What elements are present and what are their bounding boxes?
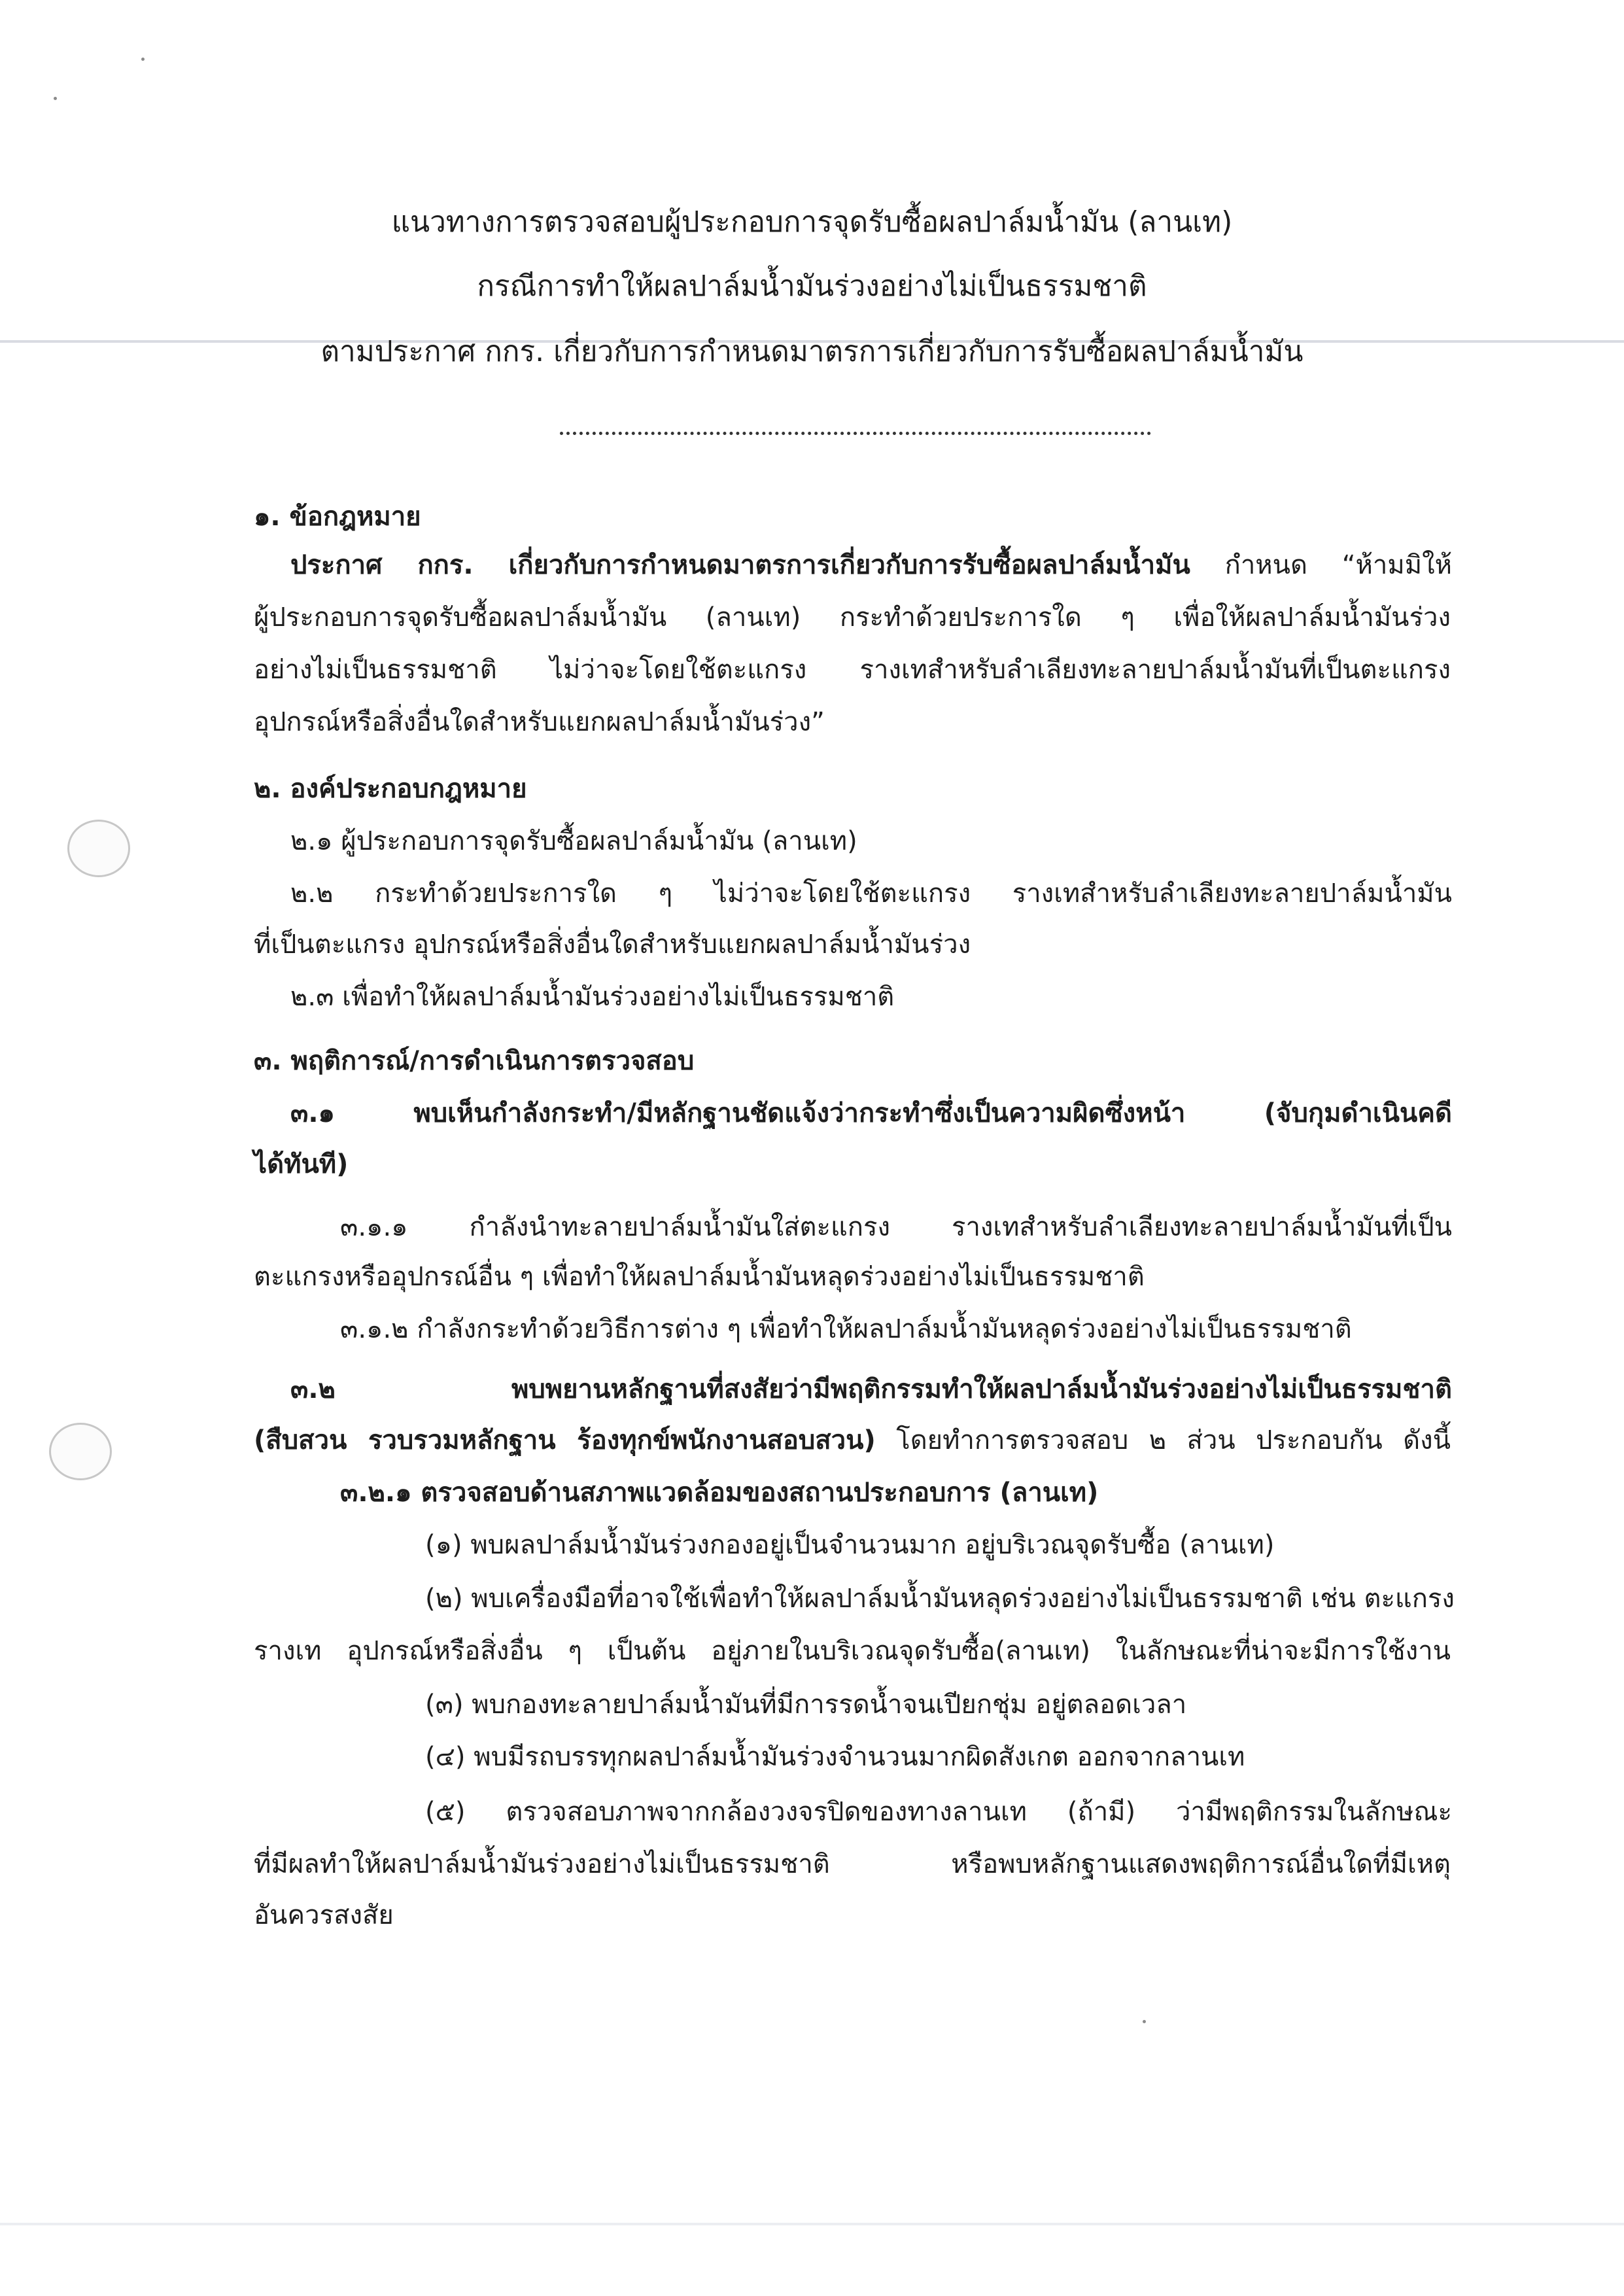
list-item: (๑) พบผลปาล์มน้ำมันร่วงกองอยู่เป็นจำนวนมาก อยู่บริเวณจุดรับซื้อ (ลานเท) bbox=[425, 1530, 1275, 1560]
list-item: (๕) ตรวจสอบภาพจากกล้องวงจรปิดของทางลานเท (ถ้ามี) ว่ามีพฤติกรรมในลักษณะ bbox=[425, 1797, 1452, 1827]
list-item: (๔) พบมีรถบรรทุกผลปาล์มน้ำมันร่วงจำนวนมากผิดสังเกต ออกจากลานเท bbox=[425, 1742, 1245, 1772]
bold-run: ประกาศ กกร. เกี่ยวกับการกำหนดมาตรการเกี่ยวกับการรับซื้อผลปาล์มน้ำมัน bbox=[290, 550, 1190, 580]
list-item: ๒.๓ เพื่อทำให้ผลปาล์มน้ำมันร่วงอย่างไม่เป็นธรรมชาติ bbox=[290, 982, 895, 1012]
list-item-continuation: ตะแกรงหรืออุปกรณ์อื่น ๆ เพื่อทำให้ผลปาล์มน้ำมันหลุดร่วงอย่างไม่เป็นธรรมชาติ bbox=[254, 1262, 1145, 1292]
sub-subsection-heading: ๓.๒.๑ ตรวจสอบด้านสภาพแวดล้อมของสถานประกอบการ (ลานเท) bbox=[340, 1478, 1099, 1508]
list-item: (๓) พบกองทะลายปาล์มน้ำมันที่มีการรดน้ำจนเปียกชุ่ม อยู่ตลอดเวลา bbox=[425, 1690, 1187, 1720]
list-item: ๓.๑.๑ กำลังนำทะลายปาล์มน้ำมันใส่ตะแกรง รางเทสำหรับลำเลียงทะลายปาล์มน้ำมันที่เป็น bbox=[340, 1212, 1452, 1242]
doc-title: แนวทางการตรวจสอบผู้ประกอบการจุดรับซื้อผลปาล์มน้ำมัน (ลานเท) bbox=[391, 205, 1233, 239]
paragraph-line bbox=[254, 1421, 1451, 1460]
doc-subtitle: กรณีการทำให้ผลปาล์มน้ำมันร่วงอย่างไม่เป็นธรรมชาติ bbox=[477, 270, 1147, 303]
scan-streak bbox=[0, 2223, 1624, 2225]
section-heading: ๑. ข้อกฎหมาย bbox=[254, 502, 421, 532]
subsection-heading-continuation: ได้ทันที) bbox=[254, 1149, 349, 1179]
paragraph-line: ผู้ประกอบการจุดรับซื้อผลปาล์มน้ำมัน (ลานเท) กระทำด้วยประการใด ๆ เพื่อให้ผลปาล์มน้ำมันร่วง bbox=[254, 602, 1451, 633]
section-heading: ๒. องค์ประกอบกฎหมาย bbox=[254, 774, 527, 804]
text-run: กำหนด “ห้ามมิให้ bbox=[1190, 550, 1452, 580]
bold-run: (สืบสวน รวบรวมหลักฐาน ร้องทุกข์พนักงานสอบสวน) bbox=[254, 1425, 876, 1455]
list-item-continuation: อันควรสงสัย bbox=[254, 1900, 394, 1930]
paragraph-line: อย่างไม่เป็นธรรมชาติ ไม่ว่าจะโดยใช้ตะแกรง รางเทสำหรับลำเลียงทะลายปาล์มน้ำมันที่เป็นตะแกรง bbox=[254, 655, 1451, 685]
list-item: ๓.๑.๒ กำลังกระทำด้วยวิธีการต่าง ๆ เพื่อทำให้ผลปาล์มน้ำมันหลุดร่วงอย่างไม่เป็นธรรมชาติ bbox=[340, 1314, 1352, 1344]
list-item-continuation: ที่มีผลทำให้ผลปาล์มน้ำมันร่วงอย่างไม่เป็นธรรมชาติ หรือพบหลักฐานแสดงพฤติการณ์อื่นใดที่มีเหตุ bbox=[254, 1849, 1451, 1879]
text-run: โดยทำการตรวจสอบ ๒ ส่วน ประกอบกัน ดังนี้ bbox=[875, 1425, 1451, 1455]
punch-hole bbox=[67, 820, 130, 877]
list-item: ๒.๒ กระทำด้วยประการใด ๆ ไม่ว่าจะโดยใช้ตะแกรง รางเทสำหรับลำเลียงทะลายปาล์มน้ำมัน bbox=[290, 878, 1452, 909]
list-item: (๒) พบเครื่องมือที่อาจใช้เพื่อทำให้ผลปาล์มน้ำมันหลุดร่วงอย่างไม่เป็นธรรมชาติ เช่น ตะแกรง bbox=[425, 1584, 1455, 1614]
subsection-heading: ๓.๑ พบเห็นกำลังกระทำ/มีหลักฐานชัดแจ้งว่ากระทำซึ่งเป็นความผิดซึ่งหน้า (จับกุมดำเนินคดี bbox=[290, 1098, 1452, 1128]
separator-dots bbox=[560, 432, 1151, 435]
doc-reference: ตามประกาศ กกร. เกี่ยวกับการกำหนดมาตรการเกี่ยวกับการรับซื้อผลปาล์มน้ำมัน bbox=[320, 335, 1304, 368]
list-item-continuation: ที่เป็นตะแกรง อุปกรณ์หรือสิ่งอื่นใดสำหรับแยกผลปาล์มน้ำมันร่วง bbox=[254, 930, 971, 960]
punch-hole bbox=[49, 1423, 112, 1480]
section-heading: ๓. พฤติการณ์/การดำเนินการตรวจสอบ bbox=[254, 1046, 695, 1076]
paragraph-line bbox=[290, 546, 1452, 585]
list-item-continuation: รางเท อุปกรณ์หรือสิ่งอื่น ๆ เป็นต้น อยู่ภายในบริเวณจุดรับซื้อ(ลานเท) ในลักษณะที่น่าจะมีการใช้งาน bbox=[254, 1636, 1451, 1666]
scan-speck bbox=[54, 97, 57, 100]
list-item: ๒.๑ ผู้ประกอบการจุดรับซื้อผลปาล์มน้ำมัน (ลานเท) bbox=[290, 826, 857, 856]
paragraph-line: อุปกรณ์หรือสิ่งอื่นใดสำหรับแยกผลปาล์มน้ำมันร่วง” bbox=[254, 707, 825, 737]
scan-speck bbox=[1143, 2020, 1146, 2023]
subsection-heading: ๓.๒ พบพยานหลักฐานที่สงสัยว่ามีพฤติกรรมทำให้ผลปาล์มน้ำมันร่วงอย่างไม่เป็นธรรมชาติ bbox=[290, 1374, 1452, 1404]
scan-speck bbox=[141, 58, 145, 61]
